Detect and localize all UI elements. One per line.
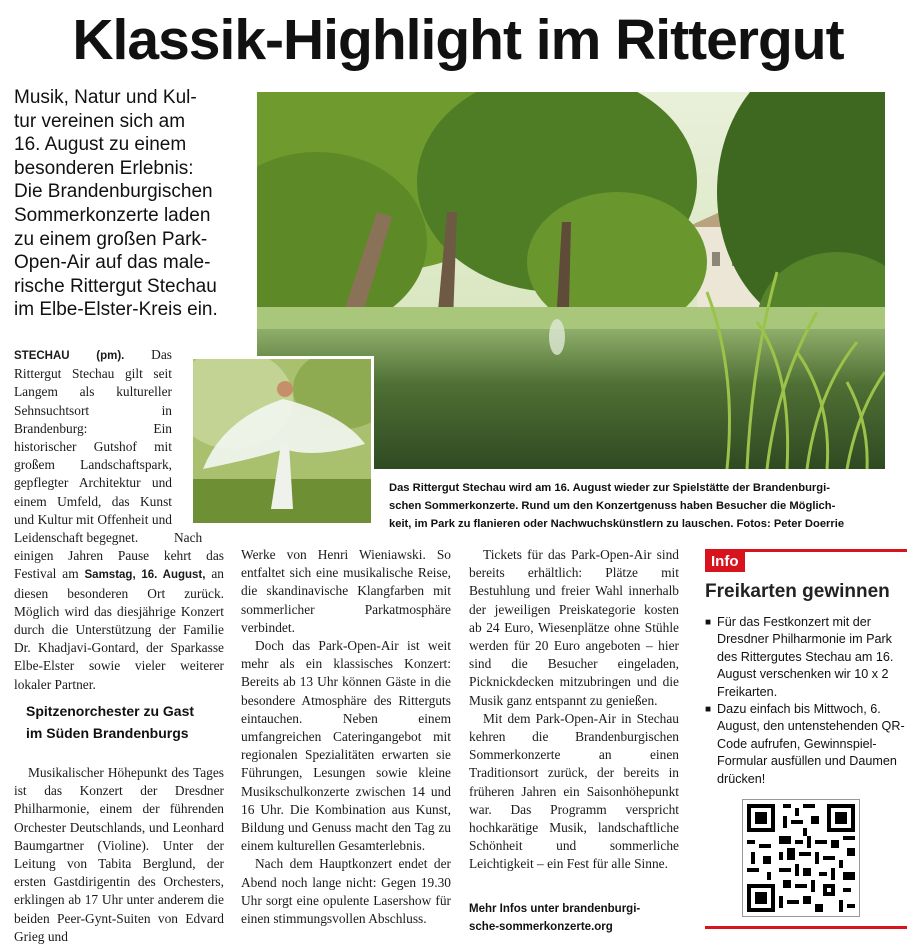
paragraph-text: an diesen besonderen Ort zurück. Möglich wird das diesjährige Konzert durch die Unterstützung der Familie Dr. Khadjavi-Gontard, der Sparkasse Elbe-Elster sowie vieler weiterer lokaler Partner. (14, 566, 224, 692)
lead-line: tur vereinen sich am (14, 110, 186, 132)
article-column-1-continued (14, 764, 224, 946)
paragraph: Mit dem Park-Open-Air in Stechau kehren die Brandenburgischen Sommerkonzerte an einen Traditionsort zurück, der bereits in früheren Jahren ein Saisonhöhepunkt war. Das Programm verspricht hochkarätige Musik, landschaftliche Schönheit und sommerliche Leichtigkeit – ein Fest für alle Sinne. (469, 710, 679, 872)
article-column-3 (469, 546, 679, 874)
lead-line: 16. August zu einem (14, 134, 187, 156)
square-bullet-icon: ■ (705, 617, 712, 628)
more-info-link[interactable] (469, 900, 679, 936)
info-item-text: Dazu einfach bis Mittwoch, 6. August, den untenstehenden QR-Code aufrufen, Gewinnspiel-Formular ausfüllen und Daumen drücken! (717, 702, 905, 786)
paragraph: Doch das Park-Open-Air ist weit mehr als ein klassisches Konzert: Bereits ab 13 Uhr können Gäste in die besondere Atmosphäre des Ritterguts eintauchen. Neben einem umfangreichen Cateringangebot mit regionalen Spezialitäten erwarten sie Führungen, Lesungen sowie kleine Musikschulkonzerte zwischen 14 und 16 Uhr. Die Kombination aus Kunst, Bildung und Genuss macht den Tag zu einem kulturellen Gesamterlebnis. (241, 638, 451, 854)
paragraph: Werke von Henri Wieniawski. So entfaltet sich eine musikalische Reise, die skandinavische Klangfarben mit sommerlicher Parkatmosphäre verbindet. (241, 547, 451, 635)
paragraph (14, 529, 224, 694)
more-info-line: Mehr Infos unter brandenburgi- (469, 903, 641, 915)
event-date: Samstag, 16. August, (84, 569, 206, 582)
paragraph-text: Nach einigen Jahren Pause kehrt das Festival am (14, 530, 224, 582)
lead-line: Musik, Natur und Kul- (14, 87, 197, 108)
info-list (705, 614, 905, 788)
paragraph: Musikalischer Höhepunkt des Tages ist das Konzert der Dresdner Philharmonie, einem der führenden Orchester Deutschlands, und Leonhard Baumgartner (Violine). Unter der Leitung von Tabita Berglund, der ersten Gastdirigentin des Orchesters, erklingen ab 17 Uhr unter anderem die beiden Peer-Gynt-Suiten von Edvard Grieg und (14, 765, 224, 944)
lead-line: zu einem großen Park- (14, 228, 208, 250)
info-item (705, 614, 905, 701)
lead-paragraph (14, 86, 232, 322)
headline: Klassik-Highlight im Rittergut (72, 8, 844, 72)
lead-line: Sommerkonzerte laden (14, 204, 211, 226)
square-bullet-icon: ■ (705, 704, 712, 716)
subhead-line: im Süden Brandenburgs (26, 725, 189, 741)
paragraph: Tickets für das Park-Open-Air sind bereits erhältlich: Plätze mit Bestuhlung und freier Wahl innerhalb der jeweiligen Preiskategorie kosten ab 24 Euro, Wiesenplätze ohne Stühle werden für 20 Euro angeboten – hier sind die Besucher eingeladen, Picknickdecken mitzubringen und die Musik ganz entspannt zu genießen. (469, 547, 679, 708)
qr-code[interactable] (742, 799, 860, 917)
lead-line: rische Rittergut Stechau (14, 275, 217, 297)
lead-line: besonderen Erlebnis: (14, 157, 194, 179)
paragraph (14, 346, 172, 547)
subhead-line: Spitzenorchester zu Gast (26, 703, 195, 719)
lead-line: Open-Air auf das male- (14, 252, 211, 274)
caption-line: schen Sommerkonzerte. Rund um den Konzertgenuss haben Besucher die Möglich- (389, 500, 836, 512)
paragraph-text: Das Rittergut Stechau gilt seit Langem als kultureller Sehnsuchtsort in Brandenburg: Ein historischer Gutshof mit großem Landschaftspark, gepflegter Architektur und einem Umfeld, das Kunst und Kultur mit Offenheit und Leidenschaft begegnet. (14, 347, 172, 546)
paragraph: Nach dem Hauptkonzert endet der Abend noch lange nicht: Gegen 19.30 Uhr sorgt eine opulente Lasershow für einen stimmungsvollen Abschluss. (241, 856, 451, 927)
lead-line: Die Brandenburgischen (14, 181, 213, 203)
caption-line: Das Rittergut Stechau wird am 16. August wieder zur Spielstätte der Brandenburgi- (389, 482, 830, 494)
lead-line: im Elbe-Elster-Kreis ein. (14, 299, 218, 321)
qr-code-graphic (743, 800, 859, 916)
article-column-2 (241, 546, 451, 928)
photo-caption (389, 479, 886, 533)
dateline: STECHAU (pm). (14, 350, 125, 362)
info-tag: Info (705, 552, 745, 572)
info-item (705, 701, 905, 788)
more-info-line: sche-sommerkonzerte.org (469, 921, 613, 933)
subheadline (26, 700, 226, 744)
article-column-1 (14, 346, 224, 694)
info-title: Freikarten gewinnen (705, 581, 890, 602)
info-item-text: Für das Festkonzert mit der Dresdner Philharmonie im Park des Rittergutes Stechau am 16. August verschenken wir 10 x 2 Freikarten. (717, 615, 894, 699)
caption-line: keit, im Park zu flanieren oder Nachwuchskünstlern zu lauschen. Fotos: Peter Doerrie (389, 518, 845, 530)
info-box (705, 549, 907, 929)
